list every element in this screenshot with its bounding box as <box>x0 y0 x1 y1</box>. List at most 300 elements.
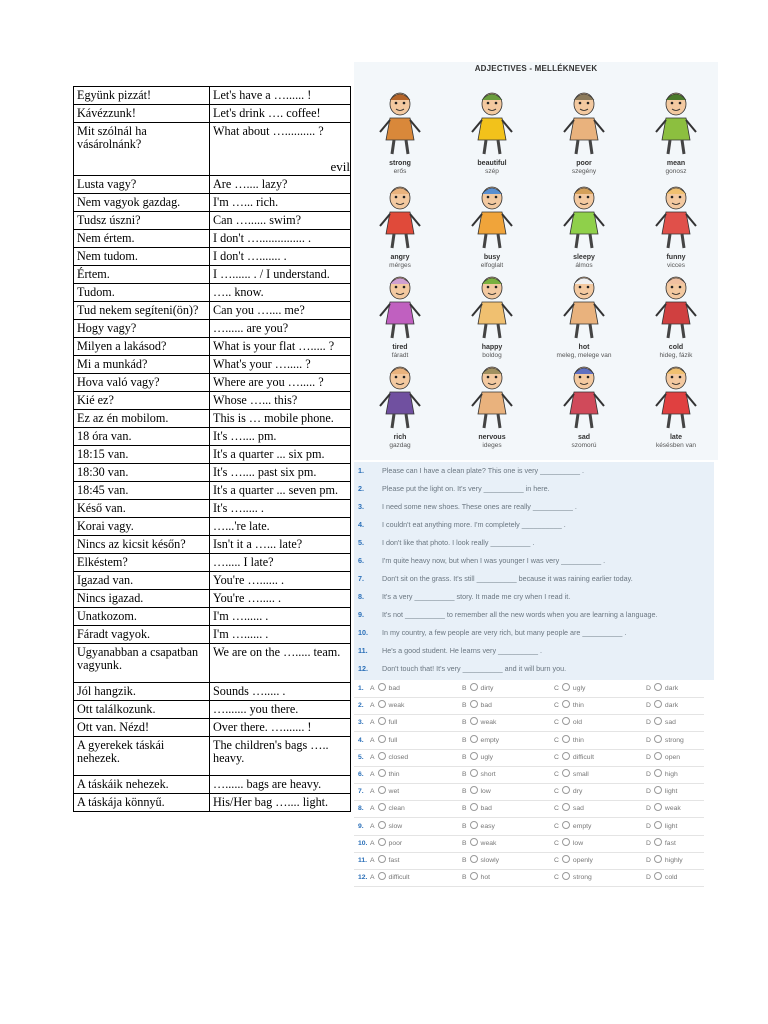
answer-row <box>354 783 704 801</box>
sentence-number: 11. <box>358 646 368 655</box>
option-word: weak <box>664 805 681 813</box>
answer-option-c[interactable] <box>554 680 585 697</box>
english-phrase: …...'re late. <box>210 518 351 536</box>
adjective-card <box>452 88 532 176</box>
radio-button[interactable] <box>562 838 570 846</box>
hungarian-phrase: Ez az én mobilom. <box>74 410 210 428</box>
radio-button[interactable] <box>654 821 662 829</box>
option-letter: B <box>462 839 467 847</box>
adjective-hungarian: szép <box>485 168 499 175</box>
radio-button[interactable] <box>562 821 570 829</box>
answer-option-b[interactable] <box>462 732 499 749</box>
option-word: bad <box>480 805 492 813</box>
option-word: ugly <box>572 685 586 692</box>
radio-button[interactable] <box>378 683 386 691</box>
phrase-row <box>74 644 351 683</box>
option-letter: C <box>554 805 559 813</box>
sentence-row <box>354 570 714 588</box>
option-word: wet <box>388 788 400 796</box>
sentence-row <box>354 642 714 660</box>
answer-option-b[interactable] <box>462 835 496 852</box>
adjective-english: strong <box>389 160 411 167</box>
option-word: weak <box>480 719 497 727</box>
tired-woman-icon <box>372 272 428 342</box>
option-letter: B <box>462 685 467 692</box>
radio-button[interactable] <box>378 752 386 760</box>
english-phrase: I …...... . / I understand. <box>210 266 351 284</box>
hungarian-phrase: Nincs igazad. <box>74 590 210 608</box>
phrase-row <box>74 230 351 248</box>
option-letter: A <box>370 857 375 864</box>
answer-row <box>354 869 704 887</box>
radio-button[interactable] <box>378 872 386 880</box>
answer-number: 5. <box>358 753 364 761</box>
option-word: bad <box>388 685 400 692</box>
radio-button[interactable] <box>470 683 478 691</box>
option-letter: C <box>554 874 559 882</box>
sentence-text: I couldn't eat anything more. I'm completely __________ . <box>382 520 566 529</box>
answer-option-a[interactable] <box>370 800 405 817</box>
answer-option-a[interactable] <box>370 869 410 886</box>
option-letter: A <box>370 736 375 744</box>
radio-button[interactable] <box>562 717 570 725</box>
option-letter: A <box>370 753 375 761</box>
radio-button[interactable] <box>654 872 662 880</box>
adjective-picture-panel <box>354 62 718 460</box>
phrase-row <box>74 248 351 266</box>
hungarian-phrase: A táskáik nehezek. <box>74 776 210 794</box>
radio-button[interactable] <box>654 700 662 708</box>
option-word: open <box>664 753 681 761</box>
sentence-text: He's a good student. He learns very __________ . <box>382 646 543 655</box>
option-letter: B <box>462 753 467 761</box>
hungarian-phrase: Nem tudom. <box>74 248 210 266</box>
sad-woman-icon <box>556 362 612 432</box>
adjective-english: sad <box>577 434 591 441</box>
strongman-icon <box>372 88 428 158</box>
english-phrase: I'm …... rich. <box>210 194 351 212</box>
adjective-english: mean <box>666 160 686 167</box>
radio-button[interactable] <box>562 786 570 794</box>
english-phrase: It's …..... . <box>210 500 351 518</box>
radio-button[interactable] <box>654 683 662 691</box>
sentence-number: 8. <box>358 592 364 601</box>
answer-row <box>354 818 704 836</box>
radio-button[interactable] <box>378 700 386 708</box>
radio-button[interactable] <box>562 683 570 691</box>
adjective-hungarian: álmos <box>575 262 593 269</box>
answer-option-b[interactable] <box>462 714 496 731</box>
option-letter: C <box>554 822 559 830</box>
option-letter: C <box>554 719 559 727</box>
phrase-row <box>74 626 351 644</box>
option-word: poor <box>388 839 403 847</box>
phrase-row <box>74 683 351 701</box>
adjective-english: hot <box>578 344 590 351</box>
radio-button[interactable] <box>470 838 478 846</box>
option-word: dry <box>572 788 583 796</box>
option-word: ugly <box>480 753 494 761</box>
answer-option-d[interactable] <box>646 835 676 852</box>
adjective-hungarian: gonosz <box>665 168 687 175</box>
radio-button[interactable] <box>562 872 570 880</box>
phrase-row <box>74 338 351 356</box>
option-word: fast <box>388 857 400 864</box>
sleepy-man-icon <box>556 182 612 252</box>
answer-option-a[interactable] <box>370 714 397 731</box>
hungarian-phrase: A táskája könnyű. <box>74 794 210 812</box>
option-letter: B <box>462 771 467 778</box>
english-phrase: What's your …..... ? <box>210 356 351 374</box>
radio-button[interactable] <box>654 803 662 811</box>
option-word: closed <box>388 753 409 761</box>
radio-button[interactable] <box>378 769 386 777</box>
sentence-number: 10. <box>358 628 368 637</box>
answer-option-d[interactable] <box>646 766 678 783</box>
answer-row <box>354 680 704 698</box>
adjective-card <box>544 88 624 176</box>
sentence-text: I need some new shoes. These ones are really __________ . <box>382 502 577 511</box>
radio-button[interactable] <box>470 872 478 880</box>
option-word: dark <box>664 685 679 692</box>
option-letter: B <box>462 736 467 744</box>
answer-option-c[interactable] <box>554 783 582 800</box>
mean-man-icon <box>648 88 704 158</box>
hungarian-phrase: Tud nekem segíteni(ön)? <box>74 302 210 320</box>
gap-fill-sentences <box>354 462 714 680</box>
phrase-row <box>74 608 351 626</box>
sentence-text: Don't sit on the grass. It's still __________ because it was raining earlier today. <box>382 574 633 583</box>
sentence-row <box>354 480 714 498</box>
hungarian-phrase: 18:30 van. <box>74 464 210 482</box>
hungarian-phrase: Lusta vagy? <box>74 176 210 194</box>
answer-row <box>354 732 704 750</box>
answer-option-c[interactable] <box>554 732 584 749</box>
answer-option-d[interactable] <box>646 852 683 869</box>
answer-number: 2. <box>358 702 364 710</box>
english-phrase <box>210 123 351 176</box>
sentence-text: Please put the light on. It's very __________ in here. <box>382 484 550 493</box>
answer-option-c[interactable] <box>554 749 594 766</box>
phrase-row <box>74 356 351 374</box>
answer-option-d[interactable] <box>646 714 676 731</box>
hungarian-phrase: Hova való vagy? <box>74 374 210 392</box>
sentence-text: I'm quite heavy now, but when I was younger I was very __________ . <box>382 556 606 565</box>
answer-option-b[interactable] <box>462 766 496 783</box>
radio-button[interactable] <box>654 838 662 846</box>
english-phrase: We are on the …..... team. <box>210 644 351 683</box>
english-phrase: I don't …............... . <box>210 230 351 248</box>
nervous-man-icon <box>464 362 520 432</box>
answer-row <box>354 800 704 818</box>
answer-number: 9. <box>358 822 364 830</box>
answer-option-c[interactable] <box>554 714 582 731</box>
hungarian-phrase: Késő van. <box>74 500 210 518</box>
adjectives-worksheet <box>354 62 718 888</box>
english-phrase: Are ….... lazy? <box>210 176 351 194</box>
option-letter: B <box>462 822 467 830</box>
radio-button[interactable] <box>470 717 478 725</box>
radio-button[interactable] <box>470 735 478 743</box>
adjective-english: nervous <box>478 434 506 441</box>
sentence-row <box>354 462 714 480</box>
radio-button[interactable] <box>378 786 386 794</box>
woman-mirror-icon <box>464 88 520 158</box>
adjective-english: angry <box>390 254 410 261</box>
radio-button[interactable] <box>378 717 386 725</box>
phrase-row <box>74 428 351 446</box>
hungarian-phrase: Mi a munkád? <box>74 356 210 374</box>
option-letter: B <box>462 805 467 813</box>
radio-button[interactable] <box>378 838 386 846</box>
radio-button[interactable] <box>470 803 478 811</box>
answer-option-d[interactable] <box>646 697 678 714</box>
option-word: empty <box>480 736 500 744</box>
phrase-row <box>74 701 351 719</box>
radio-button[interactable] <box>470 700 478 708</box>
option-letter: B <box>462 702 467 710</box>
adjective-english: tired <box>392 344 408 351</box>
rich-man-icon <box>372 362 428 432</box>
option-word: light <box>664 788 678 796</box>
radio-button[interactable] <box>654 735 662 743</box>
adjective-hungarian: fáradt <box>391 352 409 359</box>
sentence-number: 1. <box>358 466 364 475</box>
answer-option-c[interactable] <box>554 835 583 852</box>
radio-button[interactable] <box>470 786 478 794</box>
option-word: dirty <box>480 685 494 692</box>
english-phrase: It's a quarter ... six pm. <box>210 446 351 464</box>
adjective-hungarian: boldog <box>482 352 502 359</box>
answer-option-c[interactable] <box>554 869 592 886</box>
sentence-text: In my country, a few people are very rich, but many people are __________ . <box>382 628 627 637</box>
answer-option-d[interactable] <box>646 783 677 800</box>
sentence-row <box>354 588 714 606</box>
answer-option-c[interactable] <box>554 697 584 714</box>
option-letter: C <box>554 753 559 761</box>
option-letter: D <box>646 857 651 864</box>
adjective-card <box>360 272 440 360</box>
answer-option-c[interactable] <box>554 800 584 817</box>
phrase-row <box>74 737 351 776</box>
adjective-english: rich <box>393 434 407 441</box>
sentence-number: 5. <box>358 538 364 547</box>
answer-number: 12. <box>358 874 368 882</box>
english-phrase: Sounds …..... . <box>210 683 351 701</box>
radio-button[interactable] <box>470 821 478 829</box>
phrase-row <box>74 554 351 572</box>
english-phrase: It's a quarter ... seven pm. <box>210 482 351 500</box>
answer-option-c[interactable] <box>554 852 593 869</box>
option-word: fast <box>664 839 676 847</box>
radio-button[interactable] <box>562 700 570 708</box>
answer-option-c[interactable] <box>554 766 589 783</box>
radio-button[interactable] <box>562 735 570 743</box>
radio-button[interactable] <box>562 769 570 777</box>
adjective-hungarian: hideg, fázik <box>659 352 693 359</box>
radio-button[interactable] <box>378 803 386 811</box>
option-word: hot <box>480 874 490 882</box>
radio-button[interactable] <box>562 855 570 863</box>
answer-option-a[interactable] <box>370 766 400 783</box>
phrase-row <box>74 320 351 338</box>
funny-man-icon <box>648 182 704 252</box>
answer-option-d[interactable] <box>646 749 680 766</box>
hungarian-phrase: Hogy vagy? <box>74 320 210 338</box>
sentence-number: 4. <box>358 520 364 529</box>
option-letter: D <box>646 771 651 778</box>
answer-option-b[interactable] <box>462 852 499 869</box>
answer-option-a[interactable] <box>370 749 408 766</box>
phrase-table <box>73 86 351 812</box>
option-letter: C <box>554 771 559 778</box>
hungarian-phrase: Ott találkozunk. <box>74 701 210 719</box>
option-letter: D <box>646 805 651 813</box>
answer-option-a[interactable] <box>370 680 400 697</box>
answer-number: 1. <box>358 685 364 692</box>
hungarian-phrase: Unatkozom. <box>74 608 210 626</box>
answer-option-a[interactable] <box>370 783 399 800</box>
answer-option-a[interactable] <box>370 835 402 852</box>
answer-option-a[interactable] <box>370 818 402 835</box>
option-letter: A <box>370 771 375 778</box>
adjective-card <box>636 182 716 270</box>
phrase-row <box>74 464 351 482</box>
english-phrase: I'm …...... . <box>210 626 351 644</box>
hungarian-phrase: 18:45 van. <box>74 482 210 500</box>
hungarian-phrase: Ugyanabban a csapatban vagyunk. <box>74 644 210 683</box>
answer-option-a[interactable] <box>370 732 397 749</box>
sentence-text: I don't like that photo. I look really __________ . <box>382 538 535 547</box>
answer-option-d[interactable] <box>646 680 678 697</box>
answer-row <box>354 852 704 870</box>
answer-option-a[interactable] <box>370 697 404 714</box>
option-letter: C <box>554 857 559 864</box>
answer-number: 4. <box>358 736 364 744</box>
answer-row <box>354 697 704 715</box>
radio-button[interactable] <box>654 855 662 863</box>
option-letter: A <box>370 685 375 692</box>
multiple-choice-answers <box>354 680 714 888</box>
english-phrase: Let's have a …...... ! <box>210 87 351 105</box>
option-letter: C <box>554 736 559 744</box>
answer-option-d[interactable] <box>646 800 681 817</box>
radio-button[interactable] <box>378 855 386 863</box>
option-letter: A <box>370 822 375 830</box>
option-word: low <box>480 788 491 796</box>
answer-option-b[interactable] <box>462 783 491 800</box>
hungarian-phrase: Fáradt vagyok. <box>74 626 210 644</box>
option-letter: D <box>646 719 651 727</box>
option-word: light <box>664 822 678 830</box>
sentence-row <box>354 516 714 534</box>
answer-option-b[interactable] <box>462 749 493 766</box>
radio-button[interactable] <box>562 803 570 811</box>
option-word: sad <box>572 805 584 813</box>
answer-option-d[interactable] <box>646 732 684 749</box>
adjective-card <box>452 272 532 360</box>
answer-option-a[interactable] <box>370 852 400 869</box>
adjective-english: sleepy <box>573 254 595 261</box>
adjective-hungarian: meleg, melege van <box>556 352 612 359</box>
answer-option-b[interactable] <box>462 680 493 697</box>
option-letter: B <box>462 874 467 882</box>
adjective-card <box>360 362 440 450</box>
english-phrase: You're …..... . <box>210 590 351 608</box>
english-phrase: What is your flat …..... ? <box>210 338 351 356</box>
english-phrase: Isn't it a …... late? <box>210 536 351 554</box>
option-word: full <box>388 719 398 727</box>
answer-row <box>354 714 704 732</box>
english-phrase: The children's bags ….. heavy. <box>210 737 351 776</box>
radio-button[interactable] <box>470 855 478 863</box>
english-phrase: I don't …....... . <box>210 248 351 266</box>
hungarian-phrase: Nem értem. <box>74 230 210 248</box>
answer-option-b[interactable] <box>462 869 490 886</box>
adjective-english: busy <box>483 254 501 261</box>
option-word: low <box>572 839 584 847</box>
radio-button[interactable] <box>378 821 386 829</box>
option-letter: D <box>646 736 651 744</box>
phrase-row <box>74 518 351 536</box>
answer-row <box>354 749 704 767</box>
answer-option-d[interactable] <box>646 869 677 886</box>
radio-button[interactable] <box>654 752 662 760</box>
adjective-hungarian: mérges <box>389 262 411 269</box>
option-word: cold <box>664 874 678 882</box>
sentence-row <box>354 552 714 570</box>
adjective-hungarian: vicces <box>666 262 686 269</box>
option-word: difficult <box>388 874 410 882</box>
radio-button[interactable] <box>470 769 478 777</box>
answer-row <box>354 766 704 784</box>
option-letter: A <box>370 874 375 882</box>
radio-button[interactable] <box>562 752 570 760</box>
radio-button[interactable] <box>654 769 662 777</box>
answer-option-b[interactable] <box>462 818 495 835</box>
radio-button[interactable] <box>654 786 662 794</box>
option-word: easy <box>480 822 495 830</box>
option-letter: A <box>370 788 375 796</box>
hungarian-phrase: Ott van. Nézd! <box>74 719 210 737</box>
radio-button[interactable] <box>654 717 662 725</box>
radio-button[interactable] <box>378 735 386 743</box>
option-letter: D <box>646 753 651 761</box>
sentence-row <box>354 498 714 516</box>
sentence-row <box>354 624 714 642</box>
answer-option-d[interactable] <box>646 818 677 835</box>
adjective-hungarian: szegény <box>571 168 597 175</box>
phrase-row <box>74 392 351 410</box>
answer-number: 8. <box>358 805 364 813</box>
answer-number: 6. <box>358 771 364 778</box>
hungarian-phrase: 18 óra van. <box>74 428 210 446</box>
english-phrase: You're …...... . <box>210 572 351 590</box>
sentence-text: It's not __________ to remember all the new words when you are learning a language. <box>382 610 658 619</box>
answer-option-b[interactable] <box>462 800 492 817</box>
option-word: highly <box>664 857 683 864</box>
sentence-number: 2. <box>358 484 364 493</box>
hungarian-phrase: Elkéstem? <box>74 554 210 572</box>
radio-button[interactable] <box>470 752 478 760</box>
answer-option-b[interactable] <box>462 697 492 714</box>
answer-option-c[interactable] <box>554 818 591 835</box>
phrase-row <box>74 776 351 794</box>
hungarian-phrase: Milyen a lakásod? <box>74 338 210 356</box>
answer-number: 11. <box>358 857 368 864</box>
option-word: full <box>388 736 398 744</box>
sentence-row <box>354 534 714 552</box>
